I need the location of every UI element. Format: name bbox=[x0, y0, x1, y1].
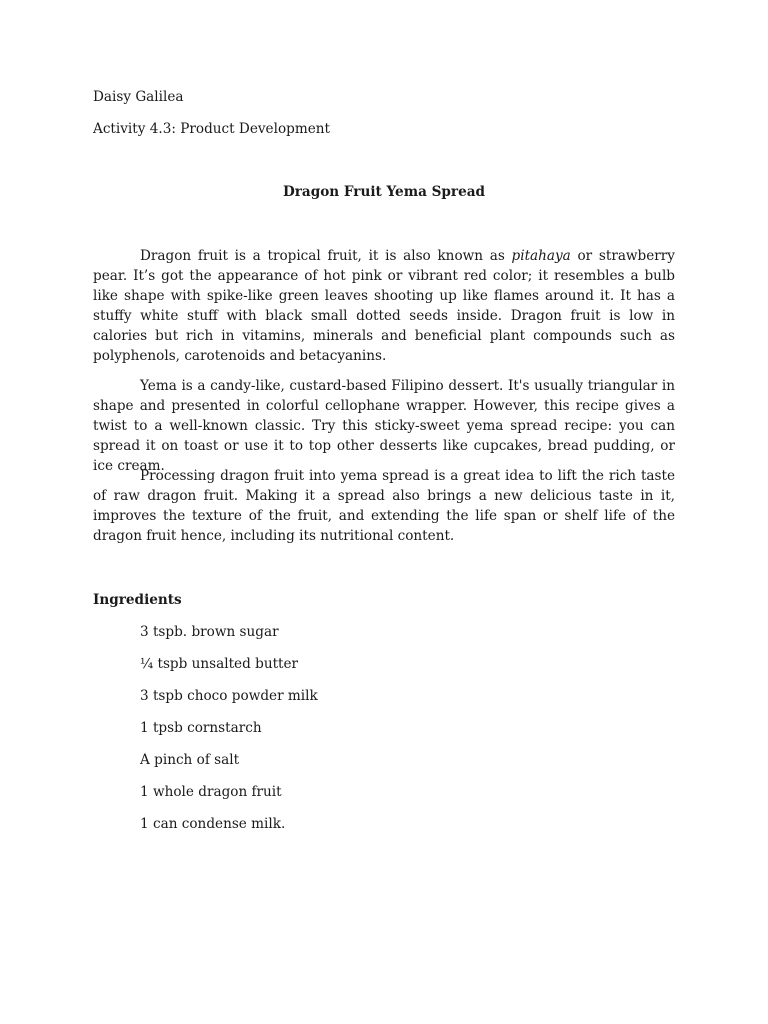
document-title: Dragon Fruit Yema Spread bbox=[282, 184, 486, 200]
paragraph-processing: Processing dragon fruit into yema spread is a great idea to lift the rich taste of raw dragon fruit. Making it a spread also brings a new delicious taste in it, improves the texture of the fruit, and extending the life span or shelf life of the dragon fruit hence, including its nutritional content. bbox=[93, 468, 675, 544]
paragraph-1-text-end: or strawberry pear. It’s got the appearance of hot pink or vibrant red color; it resembles a bulb like shape with spike-like green leaves shooting up like flames around it. It has a stuffy white stuff with black small dotted seeds inside. Dragon fruit is low in calories but rich in vitamins, minerals and beneficial plant compounds such as polyphenols, carotenoids and betacyanins. bbox=[93, 248, 675, 364]
ingredient-item: ¼ tspb unsalted butter bbox=[140, 656, 299, 672]
ingredient-item: 1 tpsb cornstarch bbox=[140, 720, 262, 736]
ingredient-item: 3 tspb. brown sugar bbox=[140, 624, 279, 640]
ingredients-heading: Ingredients bbox=[93, 592, 182, 608]
paragraph-dragon-fruit bbox=[93, 246, 675, 366]
author-name: Daisy Galilea bbox=[93, 89, 184, 105]
ingredient-item: 1 whole dragon fruit bbox=[140, 784, 282, 800]
ingredients-list bbox=[140, 622, 318, 846]
paragraph-yema: Yema is a candy-like, custard-based Filipino dessert. It's usually triangular in shape and presented in colorful cellophane wrapper. However, this recipe gives a twist to a well-known classic. Try this sticky-sweet yema spread recipe: you can spread it on toast or use it to top other desserts like cupcakes, bread pudding, or ice cream. bbox=[93, 378, 675, 474]
paragraph-1-italic-term: pitahaya bbox=[511, 248, 571, 264]
ingredient-item: 3 tspb choco powder milk bbox=[140, 688, 318, 704]
activity-title: Activity 4.3: Product Development bbox=[93, 121, 330, 137]
paragraph-1-text-start: Dragon fruit is a tropical fruit, it is also known as bbox=[140, 248, 512, 264]
ingredient-item: 1 can condense milk. bbox=[140, 816, 286, 832]
ingredient-item: A pinch of salt bbox=[140, 752, 240, 768]
